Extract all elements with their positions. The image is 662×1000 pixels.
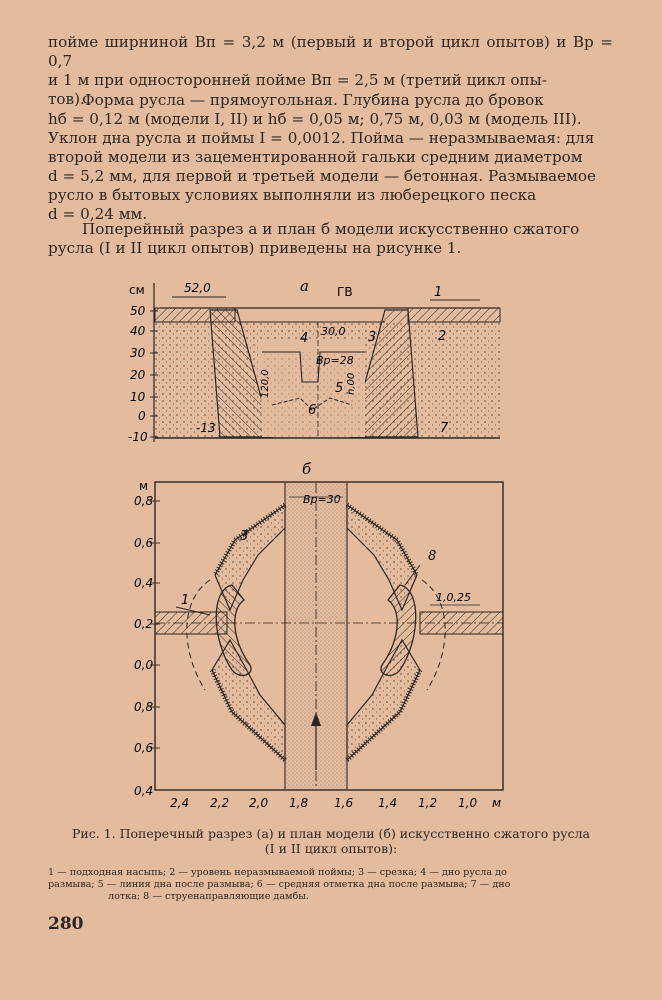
plan-b	[134, 460, 503, 810]
x-tick: 2,2	[210, 796, 230, 810]
marker-6: 6	[308, 403, 317, 418]
x-tick: 2,4	[170, 796, 190, 810]
text-line: второй модели из зацементированной гальки средним диаметром	[48, 148, 583, 166]
marker-2: 2	[438, 329, 447, 344]
text-line: Уклон дна русла и поймы I = 0,0012. Пойма — неразмываемая: для	[48, 129, 595, 147]
y-tick: 0	[138, 409, 146, 423]
text-line: и 1 м при односторонней пойме Bп = 2,5 м (третий цикл опы-	[48, 71, 547, 89]
h-right: h,00	[346, 372, 357, 395]
axis-unit-m: м	[139, 479, 149, 493]
width-30: 30,0	[321, 325, 346, 338]
y-tick: 0,8	[134, 494, 154, 508]
text-line: русла (I и II цикл опытов) приведены на рисунке 1.	[48, 239, 462, 257]
y-tick: 30	[130, 346, 146, 360]
caption-line: Рис. 1. Поперечный разрез (а) и план модели (б) искусственно сжатого русла	[71, 826, 590, 841]
y-tick: -10	[128, 430, 148, 444]
y-tick: 0,6	[134, 741, 154, 755]
caption-line: (I и II цикл опытов):	[264, 841, 398, 856]
marker-1: 1	[434, 285, 443, 300]
text-line: hб = 0,12 м (модели I, II) и hб = 0,05 м; 0,75 м, 0,03 м (модель III).	[48, 110, 582, 128]
text-line: d = 0,24 мм.	[48, 205, 148, 223]
plan-marker-8: 8	[428, 549, 437, 564]
x-tick: 1,0	[458, 796, 478, 810]
x-tick: 1,8	[289, 796, 309, 810]
figure-caption	[48, 826, 614, 856]
marker-7: 7	[440, 421, 449, 436]
text-line: Форма русла — прямоугольная. Глубина русла до бровок	[82, 91, 544, 109]
label-b: б	[302, 460, 312, 478]
legend-line: лотка; 8 — струенаправляющие дамбы.	[108, 891, 309, 902]
y-tick: 0,0	[134, 658, 154, 672]
marker-4: 4	[300, 331, 309, 346]
y-tick: 50	[130, 304, 146, 318]
axis-unit-cm: см	[129, 283, 145, 297]
marker-3: 3	[368, 330, 377, 345]
text-line: русло в бытовых условиях выполняли из люберецкого песка	[48, 186, 537, 204]
figure-legend	[48, 867, 614, 903]
plan-marker-3: 3	[240, 529, 249, 544]
dim-top: 52,0	[184, 281, 211, 295]
plan-right-dim: 1,0,25	[436, 591, 471, 604]
y-tick: 0,4	[134, 576, 154, 590]
dim-bottom: -13	[196, 421, 216, 435]
plan-top-dim: Bр=30	[303, 493, 341, 506]
page-number: 280	[48, 914, 84, 934]
legend-line: 1 — подходная насыпь; 2 — уровень неразмываемой поймы; 3 — срезка; 4 — дно русла до	[48, 867, 507, 878]
gv-label: ГВ	[337, 285, 353, 299]
x-tick: 1,6	[334, 796, 354, 810]
y-tick: 0,2	[134, 617, 154, 631]
text-line: d = 5,2 мм, для первой и третьей модели — бетонная. Размываемое	[48, 167, 597, 185]
text-line: тов).	[48, 90, 85, 108]
cross-section-a	[128, 277, 500, 444]
text-line: Поперейный разрез а и план б модели искусственно сжатого	[82, 220, 580, 238]
x-tick: 1,4	[378, 796, 398, 810]
y-tick: 40	[130, 324, 146, 338]
plan-marker-1: 1	[181, 593, 190, 608]
legend-line: размыва; 5 — линия дна после размыва; 6 — средняя отметка дна после размыва; 7 — дно	[48, 879, 511, 890]
label-a: а	[300, 277, 309, 295]
x-tick: 1,2	[418, 796, 438, 810]
y-tick: 0,8	[134, 700, 154, 714]
text-line: пойме ширниной Bп = 3,2 м (первый и второй цикл опытов) и Bр = 0,7	[48, 33, 613, 70]
marker-5: 5	[335, 381, 344, 396]
y-tick: 20	[130, 368, 146, 382]
y-tick: 0,6	[134, 536, 154, 550]
h-left: 120,0	[260, 369, 271, 398]
x-tick: 2,0	[249, 796, 269, 810]
x-unit: м	[492, 796, 502, 810]
y-tick: 0,4	[134, 784, 154, 798]
y-tick: 10	[130, 390, 146, 404]
width-bp: Bр=28	[316, 354, 354, 367]
